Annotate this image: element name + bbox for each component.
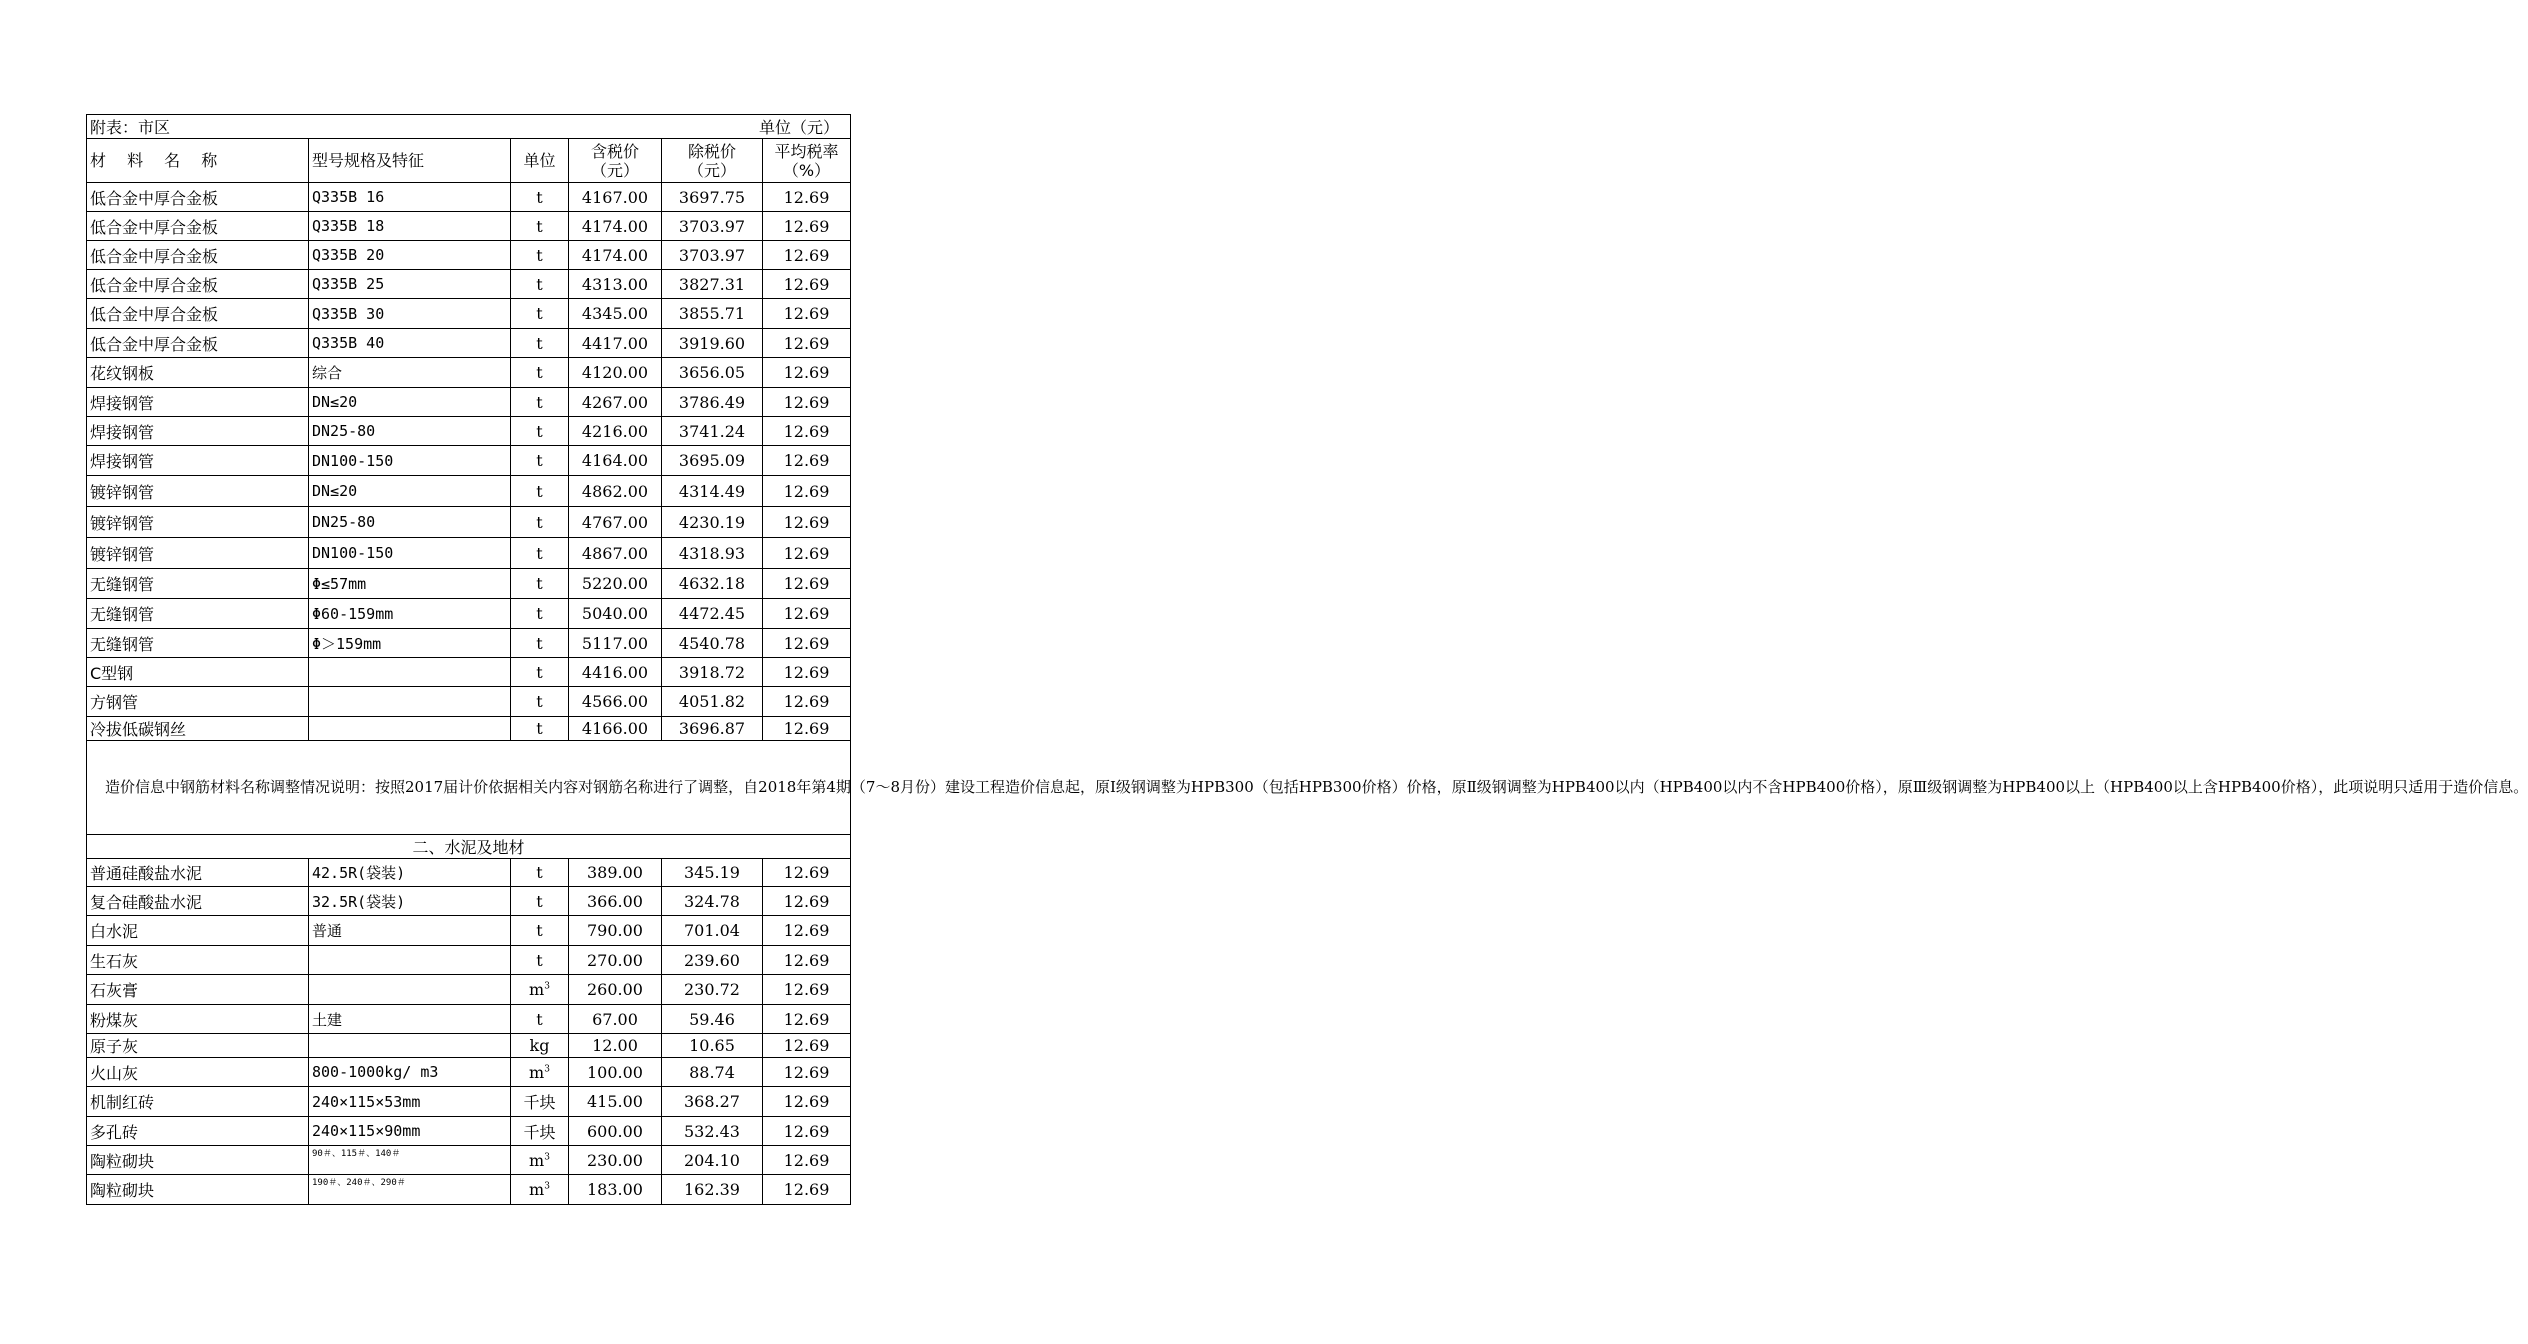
col-notax-price-header-line1: 除税价 (687, 141, 736, 161)
table-row (87, 538, 851, 569)
material-unit (511, 417, 569, 446)
price-without-tax: 345.19 (662, 859, 763, 887)
average-tax-rate: 12.69 (763, 687, 851, 717)
table-row (87, 446, 851, 476)
average-tax-rate: 12.69 (763, 476, 851, 507)
average-tax-rate: 12.69 (763, 569, 851, 599)
price-without-tax: 4540.78 (662, 629, 763, 658)
material-spec (309, 687, 511, 717)
section-header-row (87, 835, 851, 859)
material-name: 镀锌钢管 (87, 507, 309, 538)
material-spec: 32.5R(袋装) (309, 887, 511, 916)
unit-text: t (536, 574, 543, 593)
unit-text: t (536, 187, 543, 207)
material-unit (511, 241, 569, 270)
material-name: 焊接钢管 (87, 388, 309, 417)
col-tax-price-header-line2: （元） (590, 160, 639, 180)
material-name: 机制红砖 (87, 1087, 309, 1117)
material-spec: 240×115×53mm (309, 1087, 511, 1117)
material-name: 低合金中厚合金板 (87, 329, 309, 358)
price-without-tax: 10.65 (662, 1034, 763, 1058)
table-row (87, 388, 851, 417)
material-unit (511, 569, 569, 599)
material-spec: 90＃、115＃、140＃ (309, 1146, 511, 1175)
price-without-tax: 3918.72 (662, 658, 763, 687)
material-name: 粉煤灰 (87, 1005, 309, 1034)
price-without-tax: 239.60 (662, 946, 763, 975)
average-tax-rate: 12.69 (763, 1034, 851, 1058)
price-with-tax: 4417.00 (569, 329, 662, 358)
unit-text: t (536, 692, 543, 711)
price-without-tax: 4472.45 (662, 599, 763, 629)
price-without-tax: 701.04 (662, 916, 763, 946)
table-row (87, 212, 851, 241)
material-name: 无缝钢管 (87, 599, 309, 629)
price-with-tax: 4267.00 (569, 388, 662, 417)
price-with-tax: 600.00 (569, 1117, 662, 1146)
table-row (87, 658, 851, 687)
table-row (87, 916, 851, 946)
table-row (87, 358, 851, 388)
material-name: 低合金中厚合金板 (87, 241, 309, 270)
average-tax-rate: 12.69 (763, 1058, 851, 1087)
price-with-tax: 4767.00 (569, 507, 662, 538)
material-spec: Q335B 30 (309, 299, 511, 329)
table-title-row (87, 115, 851, 139)
material-name: 低合金中厚合金板 (87, 270, 309, 299)
price-with-tax: 5117.00 (569, 629, 662, 658)
price-without-tax: 3741.24 (662, 417, 763, 446)
price-with-tax: 270.00 (569, 946, 662, 975)
average-tax-rate: 12.69 (763, 1087, 851, 1117)
material-name: 复合硅酸盐水泥 (87, 887, 309, 916)
material-spec (309, 717, 511, 741)
rebar-note-row (87, 741, 851, 835)
table-row (87, 507, 851, 538)
price-without-tax: 4314.49 (662, 476, 763, 507)
table-row (87, 299, 851, 329)
price-without-tax: 3786.49 (662, 388, 763, 417)
material-spec: 42.5R(袋装) (309, 859, 511, 887)
material-name: 焊接钢管 (87, 417, 309, 446)
price-with-tax: 4867.00 (569, 538, 662, 569)
material-spec: 800-1000kg/ m3 (309, 1058, 511, 1087)
price-with-tax: 183.00 (569, 1175, 662, 1205)
price-without-tax: 3696.87 (662, 717, 763, 741)
table-row (87, 887, 851, 916)
material-spec: Q335B 25 (309, 270, 511, 299)
unit-text: m (529, 980, 545, 999)
material-spec: Q335B 40 (309, 329, 511, 358)
material-unit (511, 916, 569, 946)
price-with-tax: 4174.00 (569, 212, 662, 241)
material-name: 普通硅酸盐水泥 (87, 859, 309, 887)
unit-text: 千块 (523, 1122, 556, 1142)
material-spec: 190＃、240＃、290＃ (309, 1175, 511, 1205)
material-unit (511, 507, 569, 538)
price-with-tax: 4313.00 (569, 270, 662, 299)
price-with-tax: 4120.00 (569, 358, 662, 388)
price-with-tax: 230.00 (569, 1146, 662, 1175)
material-unit (511, 946, 569, 975)
table-row (87, 1175, 851, 1205)
material-unit (511, 299, 569, 329)
material-spec: Q335B 18 (309, 212, 511, 241)
table-row (87, 687, 851, 717)
unit-text: t (536, 304, 543, 323)
price-with-tax: 790.00 (569, 916, 662, 946)
average-tax-rate: 12.69 (763, 916, 851, 946)
material-unit (511, 212, 569, 241)
price-without-tax: 3919.60 (662, 329, 763, 358)
material-name: 生石灰 (87, 946, 309, 975)
unit-text: m (529, 1180, 545, 1199)
material-spec (309, 975, 511, 1005)
price-with-tax: 415.00 (569, 1087, 662, 1117)
material-name: 多孔砖 (87, 1117, 309, 1146)
col-spec-header: 型号规格及特征 (309, 139, 511, 183)
material-unit (511, 270, 569, 299)
material-unit (511, 1058, 569, 1087)
average-tax-rate: 12.69 (763, 717, 851, 741)
material-unit (511, 1005, 569, 1034)
material-spec: 普通 (309, 916, 511, 946)
average-tax-rate: 12.69 (763, 1175, 851, 1205)
material-spec: DN≤20 (309, 476, 511, 507)
unit-superscript: 3 (544, 1152, 550, 1163)
unit-superscript: 3 (544, 1181, 550, 1192)
price-without-tax: 4230.19 (662, 507, 763, 538)
unit-superscript: 3 (544, 981, 550, 992)
unit-text: m (529, 1150, 545, 1170)
unit-text: t (536, 512, 543, 532)
average-tax-rate: 12.69 (763, 299, 851, 329)
unit-text: t (536, 863, 543, 882)
price-with-tax: 4166.00 (569, 717, 662, 741)
table-row (87, 717, 851, 741)
table-row (87, 629, 851, 658)
price-without-tax: 3827.31 (662, 270, 763, 299)
unit-text: t (536, 662, 543, 682)
table-row (87, 859, 851, 887)
price-with-tax: 4174.00 (569, 241, 662, 270)
col-name-header: 材 料 名 称 (87, 139, 309, 183)
price-without-tax: 88.74 (662, 1058, 763, 1087)
unit-text: t (536, 719, 543, 738)
price-without-tax: 162.39 (662, 1175, 763, 1205)
table-row (87, 270, 851, 299)
average-tax-rate: 12.69 (763, 329, 851, 358)
col-rate-header-line1: 平均税率 (774, 141, 839, 161)
material-name: 低合金中厚合金板 (87, 183, 309, 212)
price-with-tax: 4167.00 (569, 183, 662, 212)
price-with-tax: 4416.00 (569, 658, 662, 687)
average-tax-rate: 12.69 (763, 658, 851, 687)
average-tax-rate: 12.69 (763, 859, 851, 887)
average-tax-rate: 12.69 (763, 388, 851, 417)
material-unit (511, 629, 569, 658)
table-row (87, 1146, 851, 1175)
average-tax-rate: 12.69 (763, 270, 851, 299)
unit-text: t (536, 245, 543, 265)
unit-text: kg (529, 1036, 550, 1055)
unit-label: 单位（元） (758, 118, 839, 137)
material-spec: 240×115×90mm (309, 1117, 511, 1146)
material-spec: DN25-80 (309, 417, 511, 446)
average-tax-rate: 12.69 (763, 417, 851, 446)
price-with-tax: 4216.00 (569, 417, 662, 446)
col-rate-header (763, 139, 851, 183)
unit-text: t (536, 333, 543, 353)
col-tax-price-header (569, 139, 662, 183)
average-tax-rate: 12.69 (763, 1146, 851, 1175)
material-spec: DN100-150 (309, 446, 511, 476)
average-tax-rate: 12.69 (763, 212, 851, 241)
material-unit (511, 388, 569, 417)
unit-text: t (536, 216, 543, 236)
price-with-tax: 4566.00 (569, 687, 662, 717)
col-tax-price-header-line1: 含税价 (590, 141, 639, 161)
material-name: 陶粒砌块 (87, 1146, 309, 1175)
material-unit (511, 599, 569, 629)
col-unit-header: 单位 (511, 139, 569, 183)
material-name: 焊接钢管 (87, 446, 309, 476)
material-spec (309, 1034, 511, 1058)
material-spec: DN≤20 (309, 388, 511, 417)
material-name: 方钢管 (87, 687, 309, 717)
material-spec: DN25-80 (309, 507, 511, 538)
unit-text: t (536, 921, 543, 940)
average-tax-rate: 12.69 (763, 946, 851, 975)
material-unit (511, 446, 569, 476)
table-row (87, 1005, 851, 1034)
material-unit (511, 717, 569, 741)
price-with-tax: 5220.00 (569, 569, 662, 599)
price-with-tax: 389.00 (569, 859, 662, 887)
price-with-tax: 4862.00 (569, 476, 662, 507)
average-tax-rate: 12.69 (763, 975, 851, 1005)
material-name: 花纹钢板 (87, 358, 309, 388)
average-tax-rate: 12.69 (763, 599, 851, 629)
average-tax-rate: 12.69 (763, 629, 851, 658)
material-name: 低合金中厚合金板 (87, 299, 309, 329)
material-spec: 综合 (309, 358, 511, 388)
price-without-tax: 3695.09 (662, 446, 763, 476)
price-with-tax: 4164.00 (569, 446, 662, 476)
average-tax-rate: 12.69 (763, 358, 851, 388)
price-without-tax: 59.46 (662, 1005, 763, 1034)
average-tax-rate: 12.69 (763, 1117, 851, 1146)
price-with-tax: 4345.00 (569, 299, 662, 329)
price-without-tax: 4051.82 (662, 687, 763, 717)
unit-text: t (536, 543, 543, 563)
material-unit (511, 859, 569, 887)
price-with-tax: 67.00 (569, 1005, 662, 1034)
price-with-tax: 366.00 (569, 887, 662, 916)
material-unit (511, 975, 569, 1005)
price-without-tax: 3703.97 (662, 241, 763, 270)
average-tax-rate: 12.69 (763, 538, 851, 569)
material-name: 冷拔低碳钢丝 (87, 717, 309, 741)
material-name: 石灰膏 (87, 975, 309, 1005)
price-without-tax: 368.27 (662, 1087, 763, 1117)
unit-text: t (536, 481, 543, 501)
unit-text: t (536, 1009, 543, 1029)
section-title: 二、水泥及地材 (87, 835, 851, 859)
table-row (87, 476, 851, 507)
material-spec (309, 658, 511, 687)
material-unit (511, 1117, 569, 1146)
table-row (87, 1087, 851, 1117)
material-name: 低合金中厚合金板 (87, 212, 309, 241)
material-spec: DN100-150 (309, 538, 511, 569)
average-tax-rate: 12.69 (763, 1005, 851, 1034)
material-unit (511, 538, 569, 569)
table-row (87, 1117, 851, 1146)
material-name: 原子灰 (87, 1034, 309, 1058)
unit-text: t (536, 633, 543, 653)
material-spec: Φ60-159mm (309, 599, 511, 629)
material-unit (511, 1087, 569, 1117)
price-without-tax: 230.72 (662, 975, 763, 1005)
average-tax-rate: 12.69 (763, 183, 851, 212)
material-unit (511, 476, 569, 507)
table-row (87, 946, 851, 975)
table-row (87, 241, 851, 270)
unit-text: t (536, 392, 543, 412)
table-row (87, 975, 851, 1005)
material-name: 无缝钢管 (87, 569, 309, 599)
price-with-tax: 100.00 (569, 1058, 662, 1087)
rebar-note-text: 造价信息中钢筋材料名称调整情况说明：按照2017届计价依据相关内容对钢筋名称进行了调整，自2018年第4期（7～8月份）建设工程造价信息起，原Ⅰ级钢调整为HPB300（包括HPB300价格）价格，原Ⅱ级钢调整为HPB400以内（HPB400以内不含HPB400价格），原Ⅲ级钢调整为HPB400以上（HPB400以上含HPB400价格），此项说明只适用于造价信息。 (105, 778, 2528, 797)
unit-text: t (536, 891, 543, 911)
table-title: 附表：市区 (90, 118, 171, 137)
price-without-tax: 3656.05 (662, 358, 763, 388)
price-without-tax: 3703.97 (662, 212, 763, 241)
material-name: 镀锌钢管 (87, 538, 309, 569)
unit-text: t (536, 604, 543, 623)
table-row (87, 599, 851, 629)
average-tax-rate: 12.69 (763, 446, 851, 476)
price-without-tax: 3697.75 (662, 183, 763, 212)
material-name: 无缝钢管 (87, 629, 309, 658)
unit-text: m (529, 1062, 545, 1082)
material-name: 镀锌钢管 (87, 476, 309, 507)
material-unit (511, 887, 569, 916)
material-spec: Φ＞159mm (309, 629, 511, 658)
col-notax-price-header-line2: （元） (687, 160, 736, 180)
material-unit (511, 687, 569, 717)
material-spec: Q335B 16 (309, 183, 511, 212)
material-unit (511, 358, 569, 388)
material-unit (511, 1175, 569, 1205)
unit-text: t (536, 421, 543, 441)
material-spec: 土建 (309, 1005, 511, 1034)
price-table (86, 114, 2528, 1205)
table-row (87, 569, 851, 599)
material-unit (511, 1146, 569, 1175)
material-unit (511, 658, 569, 687)
col-notax-price-header (662, 139, 763, 183)
unit-text: t (536, 950, 543, 970)
unit-text: 千块 (523, 1093, 556, 1112)
material-unit (511, 183, 569, 212)
material-unit (511, 1034, 569, 1058)
column-header-row (87, 139, 851, 183)
table-row (87, 1034, 851, 1058)
material-spec (309, 946, 511, 975)
price-without-tax: 532.43 (662, 1117, 763, 1146)
price-with-tax: 5040.00 (569, 599, 662, 629)
material-name: C型钢 (87, 658, 309, 687)
price-without-tax: 3855.71 (662, 299, 763, 329)
unit-text: t (536, 363, 543, 382)
table-row (87, 183, 851, 212)
average-tax-rate: 12.69 (763, 241, 851, 270)
price-with-tax: 260.00 (569, 975, 662, 1005)
material-name: 白水泥 (87, 916, 309, 946)
price-without-tax: 4632.18 (662, 569, 763, 599)
price-without-tax: 324.78 (662, 887, 763, 916)
unit-text: t (536, 451, 543, 470)
price-without-tax: 204.10 (662, 1146, 763, 1175)
material-unit (511, 329, 569, 358)
unit-text: t (536, 274, 543, 294)
material-spec: Φ≤57mm (309, 569, 511, 599)
unit-superscript: 3 (544, 1064, 550, 1075)
material-name: 火山灰 (87, 1058, 309, 1087)
table-row (87, 417, 851, 446)
price-with-tax: 12.00 (569, 1034, 662, 1058)
col-rate-header-line2: （%） (782, 160, 831, 180)
average-tax-rate: 12.69 (763, 887, 851, 916)
average-tax-rate: 12.69 (763, 507, 851, 538)
material-spec: Q335B 20 (309, 241, 511, 270)
price-without-tax: 4318.93 (662, 538, 763, 569)
table-row (87, 329, 851, 358)
material-name: 陶粒砌块 (87, 1175, 309, 1205)
table-row (87, 1058, 851, 1087)
